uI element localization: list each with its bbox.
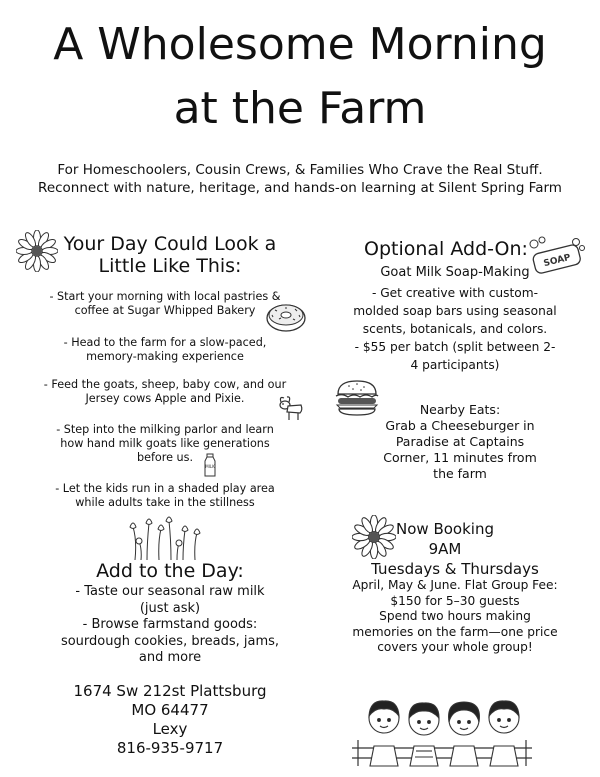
booking-heading: Now Booking <box>396 520 494 538</box>
kids-illustration <box>352 688 532 768</box>
wildflowers-icon <box>125 515 205 560</box>
title-line-2: at the Farm <box>173 83 427 134</box>
subtitle-line-2: Reconnect with nature, heritage, and hands-on learning at Silent Spring Farm <box>38 180 562 196</box>
eats-heading: Nearby Eats: <box>419 402 501 417</box>
booking-time: 9AM <box>428 540 462 558</box>
milk-bottle-icon <box>202 453 218 477</box>
subtitle-line-1: For Homeschoolers, Cousin Crews, & Families Who Crave the Real Stuff. <box>57 162 543 178</box>
day-item-2: - Head to the farm for a slow-paced, memory-making experience <box>63 336 267 363</box>
addon-list: - Get creative with custom- molded soap bars using seasonal scents, botanicals, and colors. - $55 per batch (split between 2- 4 participants) <box>353 286 557 372</box>
day-item-3: - Feed the goats, sheep, baby cow, and our Jersey cows Apple and Pixie. <box>43 378 287 405</box>
milk-label: MILK <box>205 464 215 469</box>
day-item-1: - Start your morning with local pastries & coffee at Sugar Whipped Bakery <box>49 290 281 317</box>
booking-days: Tuesdays & Thursdays <box>371 560 539 578</box>
contact-address-1: 1674 Sw 212st Plattsburg <box>73 682 267 700</box>
day-heading-line-1: Your Day Could Look a <box>63 233 277 255</box>
contact-phone: 816-935-9717 <box>116 739 224 757</box>
donut-icon <box>265 300 307 334</box>
title-line-1: A Wholesome Morning <box>53 19 547 70</box>
eats-block: Nearby Eats: Grab a Cheeseburger in Paradise at Captains Corner, 11 minutes from the farm <box>360 402 560 482</box>
contact-block <box>40 682 300 758</box>
addon-subheading: Goat Milk Soap-Making <box>380 265 530 280</box>
contact-address-2: MO 64477 <box>131 701 209 719</box>
day-heading-line-2: Little Like This: <box>98 255 242 277</box>
addon-heading: Optional Add-On: <box>364 238 528 260</box>
goat-icon <box>275 392 305 422</box>
soap-label: SOAP <box>542 252 572 270</box>
day-item-5: - Let the kids run in a shaded play area while adults take in the stillness <box>55 482 275 509</box>
add-day-heading: Add to the Day: <box>96 560 244 582</box>
booking-details: April, May & June. Flat Group Fee: $150 for 5–30 guests Spend two hours making memories on the farm—one price covers your whole group! <box>352 578 558 654</box>
add-day-list: - Taste our seasonal raw milk (just ask) - Browse farmstand goods: sourdough cookies, breads, jams, and more <box>60 584 280 665</box>
day-item-4: - Step into the milking parlor and learn how hand milk goats like generations before us. <box>56 423 274 464</box>
contact-name: Lexy <box>152 720 188 738</box>
